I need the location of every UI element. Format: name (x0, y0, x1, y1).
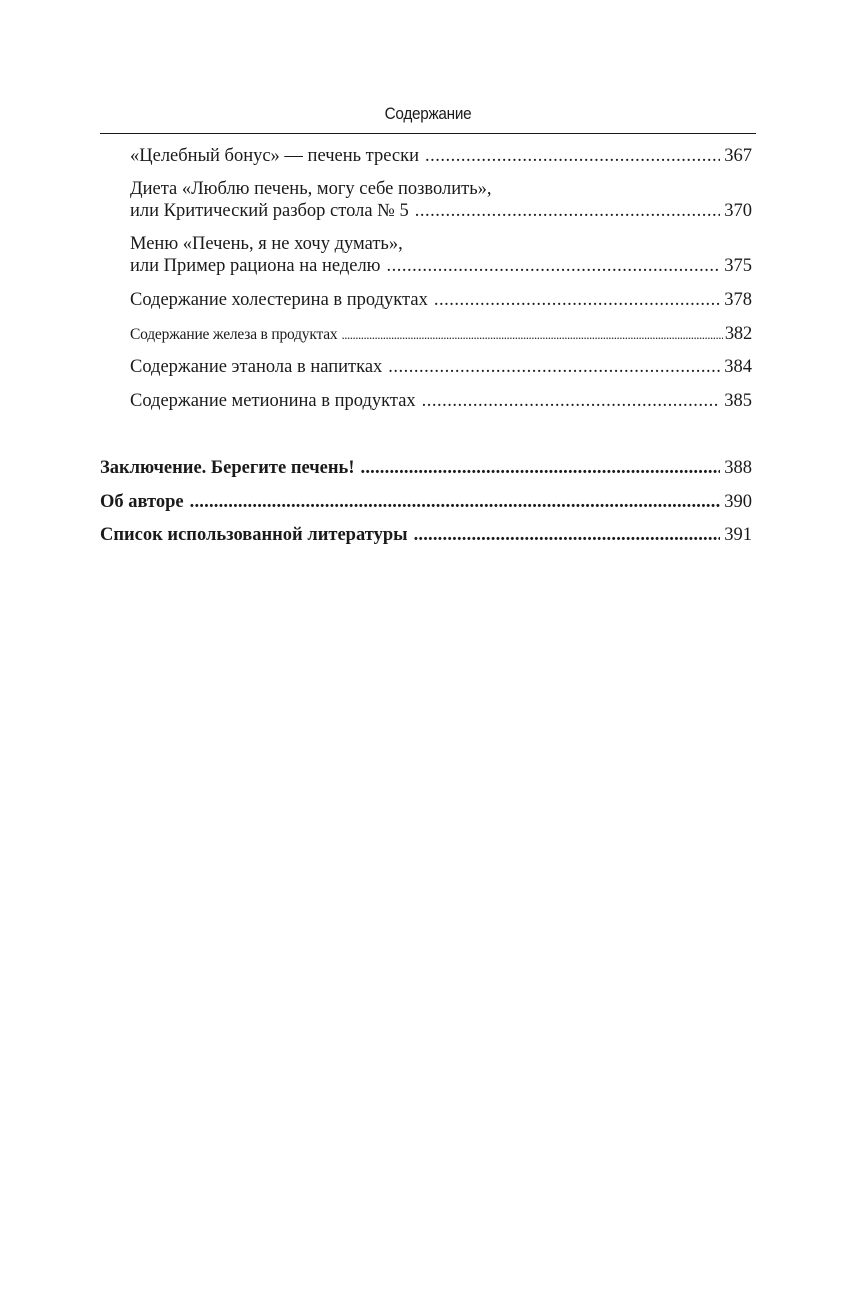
header-rule (100, 133, 756, 134)
toc-entry-title: Об авторе (100, 492, 184, 512)
toc-page-number: 390 (724, 492, 752, 512)
leader-dots (341, 324, 722, 346)
toc-entry-ethanol[interactable] (130, 356, 752, 378)
leader-dots (434, 289, 720, 311)
toc-page-number: 367 (724, 146, 752, 166)
leader-dots (425, 145, 720, 167)
toc-entry-iron[interactable] (130, 323, 752, 346)
leader-dots (414, 524, 721, 546)
leader-dots (415, 200, 721, 222)
toc-entry-about-author[interactable] (100, 491, 752, 513)
toc-entry-references[interactable] (100, 524, 752, 546)
toc-entry-title: Заключение. Берегите печень! (100, 458, 355, 478)
toc-entry-title: Список использованной литературы (100, 525, 408, 545)
leader-dots (388, 356, 720, 378)
toc-entry-title: Меню «Печень, я не хочу думать», (130, 234, 403, 254)
toc-page-number: 370 (724, 201, 752, 221)
toc-entry-title-continued: или Пример рациона на неделю (130, 256, 381, 276)
toc-entry-title: Содержание холестерина в продуктах (130, 290, 428, 310)
toc-page-number: 385 (724, 391, 752, 411)
toc-entry-conclusion[interactable] (100, 457, 752, 479)
toc-entry-cholesterol[interactable] (130, 289, 752, 311)
toc-entry-title: «Целебный бонус» — печень трески (130, 146, 420, 166)
leader-dots (361, 457, 721, 479)
toc-page-number: 388 (724, 458, 752, 478)
running-header: Содержание (384, 104, 472, 123)
leader-dots (387, 255, 721, 277)
toc-entry-methionine[interactable] (130, 390, 752, 412)
toc-page-number: 382 (724, 324, 752, 344)
toc-page-number: 391 (724, 525, 752, 545)
toc-entry-title: Содержание этанола в напитках (130, 357, 383, 377)
toc-page-number: 384 (724, 357, 752, 377)
leader-dots (422, 390, 721, 412)
leader-dots (190, 491, 721, 513)
toc-entry-menu[interactable] (130, 233, 752, 277)
toc-entry-title: Диета «Люблю печень, могу себе позволить», (130, 179, 492, 199)
toc-entry-title-continued: или Критический разбор стола № 5 (130, 201, 409, 221)
toc-page-number: 375 (724, 256, 752, 276)
toc-entry-cod-liver[interactable] (130, 145, 752, 167)
toc-entry-title: Содержание железа в продуктах (130, 326, 338, 343)
toc-entry-title: Содержание метионина в продуктах (130, 391, 416, 411)
toc-entry-diet[interactable] (130, 178, 752, 222)
toc-page-number: 378 (724, 290, 752, 310)
